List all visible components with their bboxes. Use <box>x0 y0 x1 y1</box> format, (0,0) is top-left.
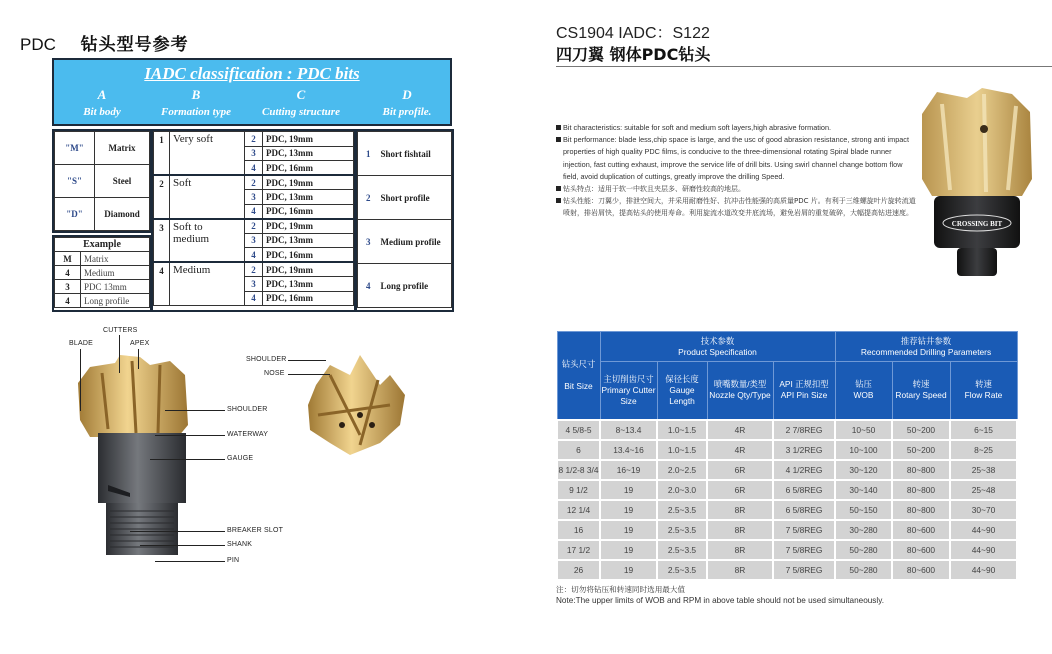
table-row: 8 1/2-8 3/4 16~19 2.0~2.5 6R 4 1/2REG 30~120 80~800 25~38 <box>557 460 1017 480</box>
product-model-title: CS1904 IADC：S122 <box>556 25 710 42</box>
table-row: "D" Diamond <box>55 198 150 231</box>
table-row: 4 5/8-5 8~13.4 1.0~1.5 4R 2 7/8REG 10~50 50~200 6~15 <box>557 420 1017 440</box>
desc-characteristics-cn: 钻头特点：适用于软一中软且夹层多、研磨性较高的地层。 <box>556 183 916 195</box>
table-row: 4 Long profile <box>358 264 452 308</box>
product-photo <box>912 84 1042 280</box>
table-row: 3 PDC, 13mm <box>154 190 354 205</box>
desc-performance-cn: 钻头性能：刀翼少，排泄空间大，并采用耐磨性好、抗冲击性能强的高质量PDC 片。有利于三维螺旋叶片旋转流道喷射，排岩屑快，提高钻头的使用寿命。利用旋流水道改变井底流场，避免岩屑的重复破碎，大幅提高钻进速度。 <box>556 195 916 219</box>
col-api-pin-size: API 正规扣型 API Pin Size <box>773 362 835 420</box>
col-flow-rate: 转速 Flow Rate <box>950 362 1017 420</box>
iadc-classification-header <box>52 58 452 126</box>
desc-characteristics-en: Bit characteristics: suitable for soft and medium soft layers,high abrasive formation. <box>556 122 916 134</box>
table-row: 9 1/2 19 2.0~3.0 6R 6 5/8REG 30~140 80~800 25~48 <box>557 480 1017 500</box>
usage-note <box>556 584 884 606</box>
col-gauge-length: 保径长度 Gauge Length <box>657 362 707 420</box>
title-cn: 钻头型号参考 <box>80 35 189 55</box>
iadc-col-c: C Cutting structure <box>262 87 340 118</box>
table-row: 4 PDC, 16mm <box>154 204 354 219</box>
spec-table <box>556 331 1018 581</box>
product-name-title: 四刀翼 钢体PDC钻头 <box>556 45 711 64</box>
page-title-left <box>20 30 189 55</box>
table-row: 2 Soft 2 PDC, 19mm <box>154 175 354 190</box>
table-row: 1 Very soft 2 PDC, 19mm <box>154 132 354 147</box>
col-wob: 钻压 WOB <box>835 362 892 420</box>
table-row: 4 Long profile <box>55 294 150 308</box>
group-product-specification: 技术参数 Product Specification <box>600 332 835 362</box>
col-nozzle-qty-type: 喷嘴数量/类型 Nozzle Qty/Type <box>707 362 773 420</box>
col-rotary-speed: 转速 Rotary Speed <box>892 362 950 420</box>
iadc-col-d: D Bit profile. <box>382 87 432 118</box>
table-row: 3 Soft to medium 2 PDC, 19mm <box>154 219 354 234</box>
iadc-col-b: B Formation type <box>161 87 231 118</box>
table-row: 12 1/4 19 2.5~3.5 8R 6 5/8REG 50~150 80~800 30~70 <box>557 500 1017 520</box>
table-row: 2 Short profile <box>358 176 452 220</box>
table-row: "S" Steel <box>55 165 150 198</box>
table-row: 16 19 2.5~3.5 8R 7 5/8REG 30~280 80~600 44~90 <box>557 520 1017 540</box>
table-row: 4 PDC, 16mm <box>154 291 354 306</box>
note-cn: 注：切勿将钻压和转速同时选用最大值 <box>556 585 686 594</box>
label-cutters: CUTTERS <box>103 327 138 334</box>
table-row: 17 1/2 19 2.5~3.5 8R 7 5/8REG 50~280 80~600 44~90 <box>557 540 1017 560</box>
brand-badge: CROSSING BIT <box>951 220 1003 228</box>
table-row: 4 Medium <box>55 266 150 280</box>
bit-anatomy-diagram <box>60 325 460 575</box>
bullet-square-icon <box>556 125 561 130</box>
label-shoulder-right: SHOULDER <box>246 356 287 363</box>
bullet-square-icon <box>556 198 561 203</box>
example-header: Example <box>55 238 150 252</box>
table-row: 3 Medium profile <box>358 220 452 264</box>
note-en: Note:The upper limits of WOB and RPM in above table should not be used simultaneously. <box>556 596 884 605</box>
label-shank: SHANK <box>227 541 253 548</box>
table-row: 6 13.4~16 1.0~1.5 4R 3 1/2REG 10~100 50~200 8~25 <box>557 440 1017 460</box>
example-table <box>54 237 150 308</box>
bit-profile-table <box>357 131 452 308</box>
table-row: 4 Medium 2 PDC, 19mm <box>154 262 354 277</box>
table-row: 3 PDC, 13mm <box>154 277 354 292</box>
table-row: M Matrix <box>55 252 150 266</box>
table-row: 3 PDC 13mm <box>55 280 150 294</box>
label-shoulder-left: SHOULDER <box>227 406 268 413</box>
label-breaker-slot: BREAKER SLOT <box>227 527 284 534</box>
bit-body-table <box>54 131 150 231</box>
label-nose: NOSE <box>264 370 285 377</box>
label-gauge: GAUGE <box>227 455 254 462</box>
label-waterway: WATERWAY <box>227 431 269 438</box>
table-row: 1 Short fishtail <box>358 132 452 176</box>
title-prefix: PDC <box>20 35 56 54</box>
table-row: 3 PDC, 13mm <box>154 233 354 248</box>
pdc-bit-product-icon <box>912 84 1042 280</box>
table-row: 3 PDC, 13mm <box>154 146 354 161</box>
iadc-title: IADC classification : PDC bits <box>144 64 360 83</box>
label-pin: PIN <box>227 557 240 564</box>
label-blade: BLADE <box>69 340 93 347</box>
desc-performance-en: Bit performance: blade less,chip space is large, and the usc of good abrasion resistance, strong anti impact properties of high quality PDC films, is conducive to the three-dimensional rotating Spiral blade runner injection, fast cutting exhaust, improve the service life of drill bits. Using swirl channel change bottom flow field, avoid duplication of cuttings, greatly improve the drilling Speed. <box>556 134 916 183</box>
iadc-col-a: A Bit body <box>83 87 121 118</box>
formation-cutting-table <box>153 131 354 306</box>
table-row: 4 PDC, 16mm <box>154 161 354 176</box>
bullet-square-icon <box>556 186 561 191</box>
bullet-square-icon <box>556 137 561 142</box>
col-primary-cutter-size: 主切削齿尺寸 Primary Cutter Size <box>600 362 657 420</box>
table-row: "M" Matrix <box>55 132 150 165</box>
table-row: 26 19 2.5~3.5 8R 7 5/8REG 50~280 80~600 44~90 <box>557 560 1017 580</box>
label-apex: APEX <box>130 340 150 347</box>
product-description <box>556 122 916 220</box>
group-recommended-parameters: 推荐钻井参数 Recommended Drilling Parameters <box>835 332 1017 362</box>
title-divider <box>556 66 1052 67</box>
col-bit-size: 钻头尺寸 Bit Size <box>557 332 600 420</box>
table-row: 4 PDC, 16mm <box>154 248 354 263</box>
